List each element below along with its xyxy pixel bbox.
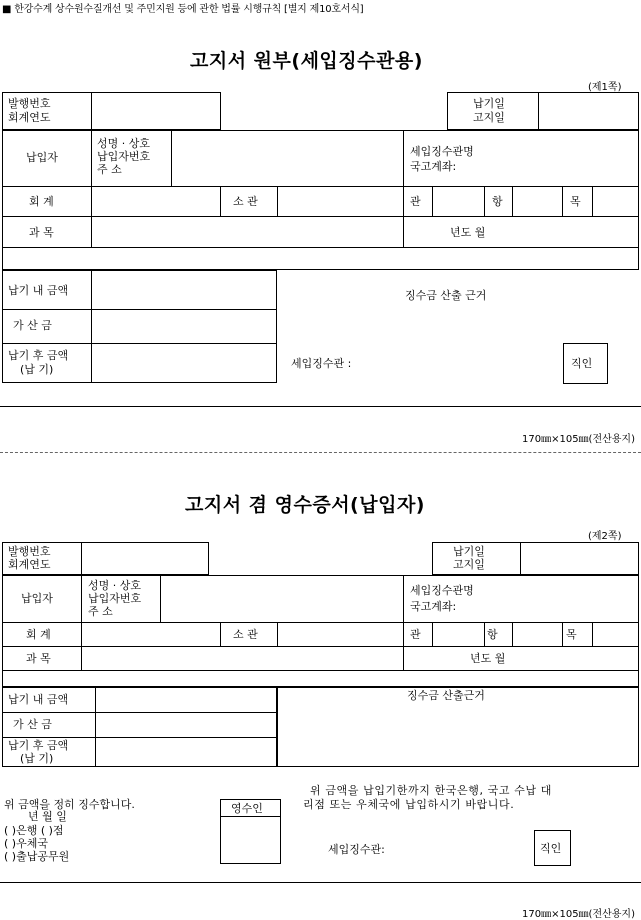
part1-title: 고지서 원부(세입징수관용) (190, 50, 423, 72)
part2-pay-notice-2: 리점 또는 우체국에 납입하시기 바랍니다. (303, 798, 515, 811)
part2-office-label: 소 관 (233, 628, 258, 641)
part1-basis-label: 징수금 산출 근거 (405, 289, 487, 302)
part2-receipt-post: ( )우체국 (4, 837, 48, 850)
part1-seal-label: 직인 (571, 357, 593, 370)
part1-payer-label: 납입자 (26, 151, 58, 164)
part2-year-month-label: 년도 월 (470, 652, 506, 665)
part2-pay-notice-1: 위 금액을 납입기한까지 한국은행, 국고 수납 대 (310, 784, 552, 797)
part2-gwan-label: 관 (410, 628, 421, 641)
part1-year-month-label: 년도 월 (450, 226, 486, 239)
part2-page-mark: (제2쪽) (588, 531, 622, 542)
part1-after-due-paren: (납 기) (20, 363, 54, 376)
part2-payer-number-label: 납입자번호 (88, 592, 142, 605)
part2-due-date-label: 납기일 (453, 545, 485, 558)
regulation-header: ■ 한강수계 상수원수질개선 및 주민지원 등에 관한 법률 시행규칙 [별지 제10호서식] (2, 4, 364, 15)
part2-receipt-seal-label: 영수인 (231, 802, 263, 815)
part1-account-label: 회 계 (29, 195, 54, 208)
part2-payer-label: 납입자 (21, 592, 53, 605)
part2-receipt-bank: ( )은행 ( )점 (4, 824, 64, 837)
paper-size-2: 170㎜×105㎜(전산용지) (522, 909, 635, 920)
part2-collector-name-label: 세입징수관명 (410, 584, 474, 597)
part1-due-date-label: 납기일 (473, 97, 505, 110)
part1-payer-name-label: 성명 · 상호 (97, 137, 150, 150)
part2-basis-label: 징수금 산출근거 (407, 689, 485, 702)
part2-surcharge-label: 가 산 금 (13, 718, 52, 731)
part2-amount-in-due-label: 납기 내 금액 (8, 693, 69, 706)
part2-hang-label: 항 (487, 628, 498, 641)
part1-gwan-label: 관 (410, 195, 421, 208)
part1-amount-in-due-label: 납기 내 금액 (8, 284, 69, 297)
part2-receipt-officer: ( )출납공무원 (4, 850, 70, 863)
part2-payer-name-label: 성명 · 상호 (88, 579, 141, 592)
part2-issue-no-label: 발행번호 (8, 545, 51, 558)
part1-collector-label: 세입징수관 : (291, 357, 352, 370)
part1-office-label: 소 관 (233, 195, 258, 208)
part2-collector-label: 세입징수관: (328, 843, 385, 856)
part2-treasury-account-label: 국고계좌: (410, 600, 457, 613)
part2-title: 고지서 겸 영수증서(납입자) (185, 494, 425, 516)
part1-subject-label: 과 목 (29, 226, 54, 239)
part1-issue-no-label: 발행번호 (8, 97, 51, 110)
part2-amount-after-due-label: 납기 후 금액 (8, 739, 69, 752)
part2-notice-date-label: 고지일 (453, 558, 485, 571)
part2-receipt-date: 년 월 일 (28, 810, 67, 823)
part1-surcharge-label: 가 산 금 (13, 319, 52, 332)
part1-hang-label: 항 (492, 195, 503, 208)
part2-fiscal-year-label: 회계연도 (8, 558, 51, 571)
part1-amount-after-due-label: 납기 후 금액 (8, 349, 69, 362)
part1-notice-date-label: 고지일 (473, 111, 505, 124)
part2-after-due-paren: (납 기) (20, 752, 54, 765)
part2-mok-label: 목 (566, 628, 577, 641)
part1-page-mark: (제1쪽) (588, 82, 622, 93)
part2-account-label: 회 계 (26, 628, 51, 641)
part1-collector-name-label: 세입징수관명 (410, 145, 474, 158)
paper-size-1: 170㎜×105㎜(전산용지) (522, 434, 635, 445)
part1-mok-label: 목 (570, 195, 581, 208)
part2-payer-address-label: 주 소 (88, 605, 113, 618)
part2-receipt-text: 위 금액을 정히 징수합니다. (4, 798, 135, 811)
part2-seal-label: 직인 (540, 842, 562, 855)
part1-payer-address-label: 주 소 (97, 163, 122, 176)
part1-payer-number-label: 납입자번호 (97, 150, 151, 163)
part1-treasury-account-label: 국고계좌: (410, 160, 457, 173)
part1-fiscal-year-label: 회계연도 (8, 111, 51, 124)
part2-subject-label: 과 목 (26, 652, 51, 665)
